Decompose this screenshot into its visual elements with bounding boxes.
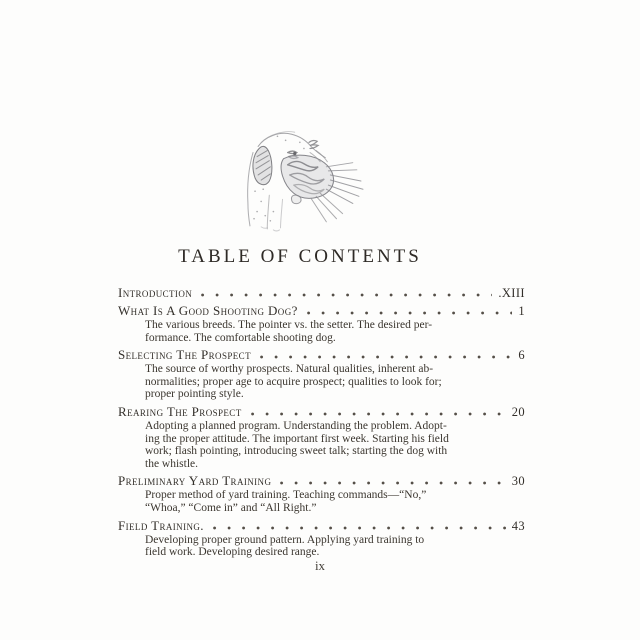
description-line: formance. The comfortable shooting dog. <box>145 331 336 344</box>
toc-entry-description <box>145 489 525 514</box>
toc-entry-preliminary-yard-training <box>118 474 525 514</box>
dot-leader <box>280 481 505 485</box>
description-line: The various breeds. The pointer vs. the setter. The desired per- <box>145 319 433 331</box>
toc-entry-introduction <box>118 286 525 300</box>
description-line: the whistle. <box>145 457 199 470</box>
toc-entry-title: Rearing The Prospect <box>118 403 242 419</box>
toc-entry-title: Selecting The Prospect <box>118 347 251 363</box>
toc-entry-description <box>145 363 525 401</box>
dot-leader <box>307 311 513 315</box>
description-line: proper pointing style. <box>145 388 244 401</box>
toc-entry-title: Introduction <box>118 285 193 300</box>
description-line: ing the proper attitude. The important first week. Starting his field <box>145 432 449 445</box>
toc-entry-rearing-prospect <box>118 405 525 470</box>
description-line: Proper method of yard training. Teaching commands—“No,” <box>145 489 427 502</box>
toc-entry-page: 30 <box>511 474 525 489</box>
toc-entry-title: Field Training. <box>118 517 204 533</box>
table-of-contents <box>118 286 525 563</box>
toc-entry-page: .XIII <box>498 286 525 300</box>
toc-entry-description <box>145 420 525 470</box>
toc-entry-description <box>145 534 525 559</box>
description-line: normalities; proper age to acquire prospect; qualities to look for; <box>145 375 442 388</box>
toc-entry-title: Preliminary Yard Training <box>118 473 272 489</box>
toc-entry-title: What Is A Good Shooting Dog? <box>118 303 298 318</box>
toc-entry-page: 6 <box>518 348 525 363</box>
toc-entry-page: 43 <box>511 518 525 533</box>
page-title: TABLE OF CONTENTS <box>178 246 422 267</box>
description-line: work; flash pointing, introducing sweet talk; starting the dog with <box>145 445 448 458</box>
dot-leader <box>260 355 512 359</box>
toc-entry-field-training <box>118 519 525 559</box>
dot-leader <box>213 526 506 530</box>
toc-entry-selecting-prospect <box>118 348 525 401</box>
description-line: Developing proper ground pattern. Applying yard training to <box>145 533 425 546</box>
description-line: The source of worthy prospects. Natural qualities, inherent ab- <box>145 363 434 376</box>
description-line: “Whoa,” “Come in” and “All Right.” <box>145 501 317 514</box>
description-line: field work. Developing desired range. <box>145 546 320 559</box>
toc-entry-description <box>145 319 525 344</box>
toc-entry-good-shooting-dog <box>118 304 525 344</box>
dot-leader <box>201 293 492 297</box>
folio-page-number: ix <box>314 558 326 573</box>
toc-entry-page: 1 <box>518 304 525 318</box>
toc-entry-page: 20 <box>511 404 525 419</box>
dog-with-bird-illustration <box>238 122 378 234</box>
dot-leader <box>251 412 506 416</box>
description-line: Adopting a planned program. Understanding the problem. Adopt- <box>145 419 447 432</box>
